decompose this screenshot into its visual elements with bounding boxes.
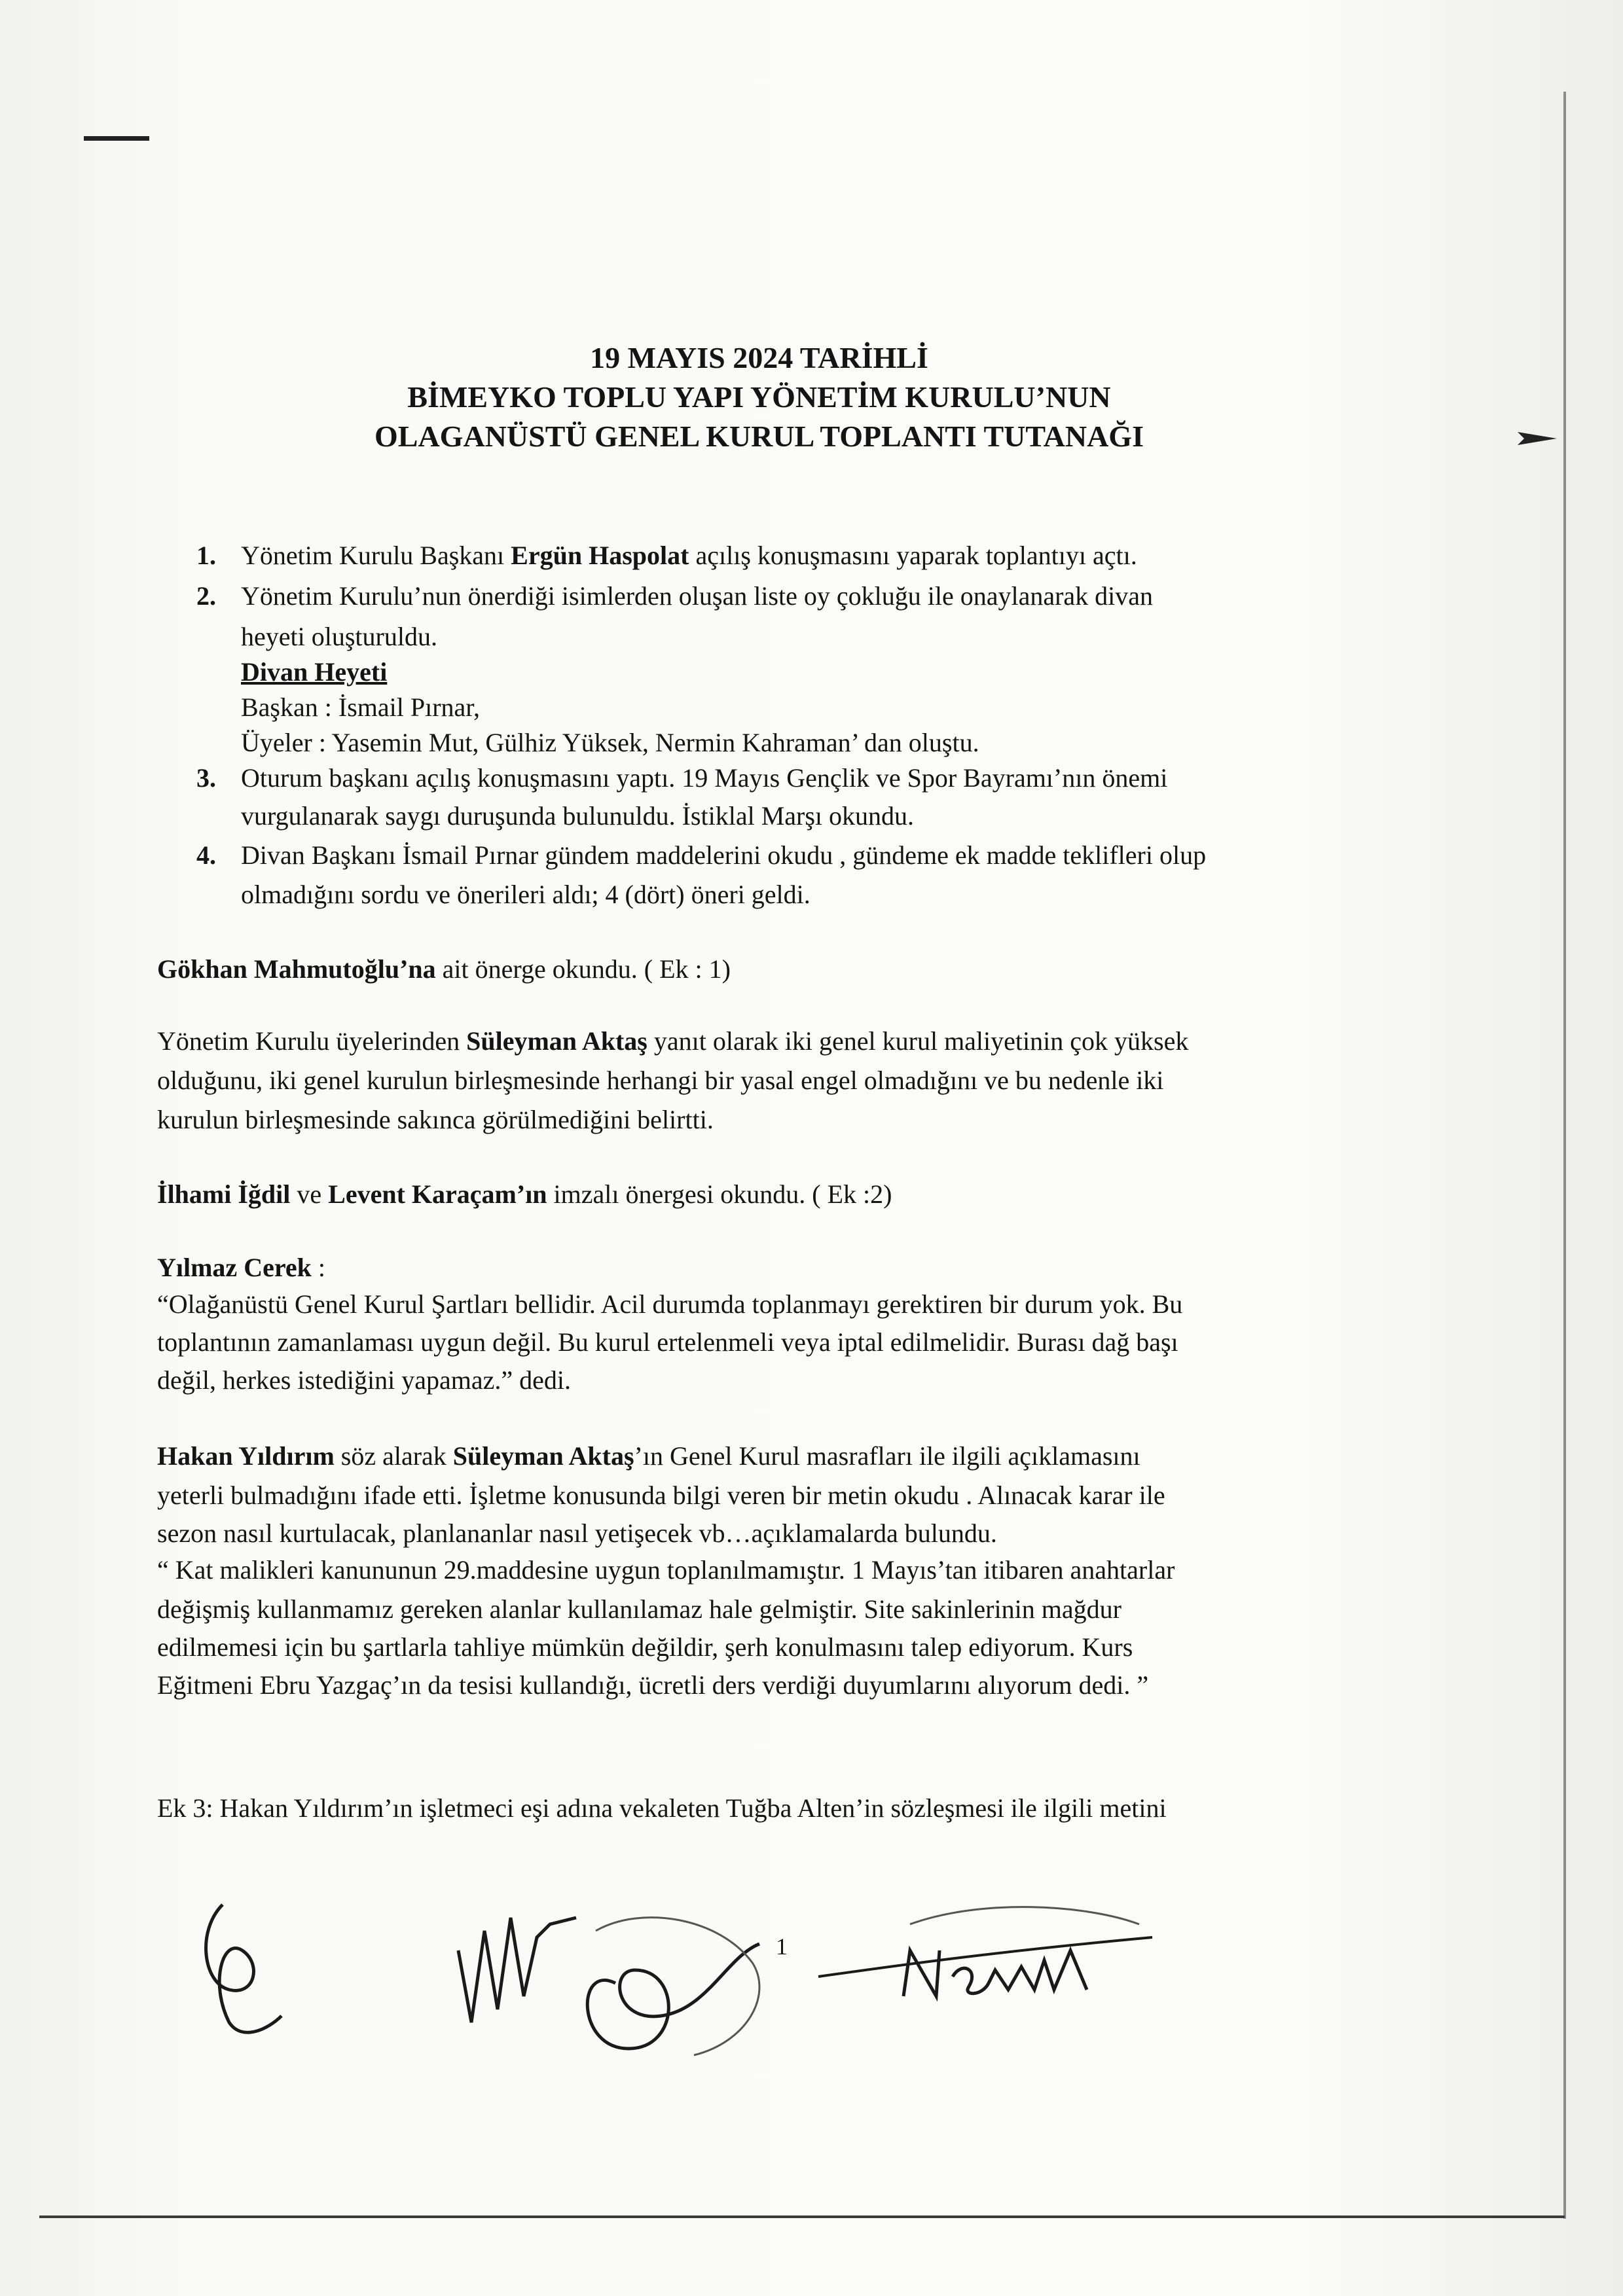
item-text-line2: vurgulanarak saygı duruşunda bulunuldu. İstiklal Marşı okundu. <box>241 801 915 831</box>
title-organization: BİMEYKO TOPLU YAPI YÖNETİM KURULU’NUN <box>407 380 1111 414</box>
hakan-line4: “ Kat malikleri kanununun 29.maddesine uygun toplanılmamıştır. 1 Mayıs’tan itibaren anahtarlar <box>157 1555 1175 1585</box>
item-text: Yönetim Kurulu Başkanı Ergün Haspolat açılış konuşmasını yaparak toplantıyı açtı. <box>241 541 1137 570</box>
divan-members: Üyeler : Yasemin Mut, Gülhiz Yüksek, Nermin Kahraman’ dan oluştu. <box>241 728 979 757</box>
item-number: 3. <box>196 763 216 793</box>
divan-heading: Divan Heyeti <box>241 657 388 687</box>
hakan-line2: yeterli bulmadığını ifade etti. İşletme konusunda bilgi veren bir metin okudu . Alınacak karar ile <box>157 1480 1165 1510</box>
annex-3: Ek 3: Hakan Yıldırım’ın işletmeci eşi adına vekaleten Tuğba Alten’in sözleşmesi ile ilgili metini <box>157 1793 1167 1823</box>
divan-chair: Başkan : İsmail Pırnar, <box>241 692 480 722</box>
item-text-line2: olmadığını sordu ve önerileri aldı; 4 (dört) öneri geldi. <box>241 880 811 909</box>
item-text-line2: heyeti oluşturuldu. <box>241 622 437 651</box>
speaker-yilmaz: Yılmaz Cerek : <box>157 1253 325 1282</box>
item-text-line1: Oturum başkanı açılış konuşmasını yaptı. 19 Mayıs Gençlik ve Spor Bayramı’nın önemi <box>241 763 1168 793</box>
yilmaz-quote-line2: toplantının zamanlaması uygun değil. Bu kurul ertelenmeli veya iptal edilmelidir. Burası dağ başı <box>157 1327 1178 1357</box>
reply-line3: kurulun birleşmesinde sakınca görülmediğini belirtti. <box>157 1105 714 1134</box>
item-text-line1: Yönetim Kurulu’nun önerdiği isimlerden oluşan liste oy çokluğu ile onaylanarak divan <box>241 581 1154 611</box>
signature-2 <box>445 1892 812 2068</box>
item-number: 4. <box>196 840 216 870</box>
hakan-line7: Eğitmeni Ebru Yazgaç’ın da tesisi kullandığı, ücretli ders verdiği duyumlarını alıyorum dedi. ” <box>157 1670 1149 1700</box>
reply-line2: olduğunu, iki genel kurulun birleşmesinde herhangi bir yasal engel olmadığını ve bu nedenle iki <box>157 1066 1164 1095</box>
item-number: 2. <box>196 581 216 611</box>
signature-1 <box>183 1892 314 2055</box>
item-number: 1. <box>196 541 216 570</box>
yilmaz-quote-line1: “Olağanüstü Genel Kurul Şartları bellidir. Acil durumda toplanmayı gerektiren bir durum yok. Bu <box>157 1289 1183 1319</box>
hakan-line6: edilmemesi için bu şartlarla tahliye mümkün değildir, şerh konulmasını talep ediyorum. Kurs <box>157 1632 1133 1662</box>
proposal-1: Gökhan Mahmutoğlu’na ait önerge okundu. ( Ek : 1) <box>157 954 731 984</box>
proposal-2: İlhami İğdil ve Levent Karaçam’ın imzalı önergesi okundu. ( Ek :2) <box>157 1179 892 1209</box>
title-meeting: OLAGANÜSTÜ GENEL KURUL TOPLANTI TUTANAĞI <box>374 420 1144 453</box>
speaker-hakan: Hakan Yıldırım söz alarak Süleyman Aktaş’ın Genel Kurul masrafları ile ilgili açıklamasını <box>157 1441 1140 1471</box>
page-number: 1 <box>776 1933 788 1960</box>
signature-3 <box>812 1898 1178 2009</box>
yilmaz-quote-line3: değil, herkes istediğini yapamaz.” dedi. <box>157 1365 572 1395</box>
title-date: 19 MAYIS 2024 TARİHLİ <box>590 341 928 374</box>
reply-line1: Yönetim Kurulu üyelerinden Süleyman Aktaş yanıt olarak iki genel kurul maliyetinin çok yüksek <box>157 1026 1189 1056</box>
hakan-line3: sezon nasıl kurtulacak, planlananlar nasıl yetişecek vb…açıklamalarda bulundu. <box>157 1518 997 1548</box>
item-text-line1: Divan Başkanı İsmail Pırnar gündem maddelerini okudu , gündeme ek madde teklifleri olup <box>241 840 1207 870</box>
hakan-line5: değişmiş kullanmamız gereken alanlar kullanılamaz hale gelmiştir. Site sakinlerinin mağdur <box>157 1594 1122 1624</box>
